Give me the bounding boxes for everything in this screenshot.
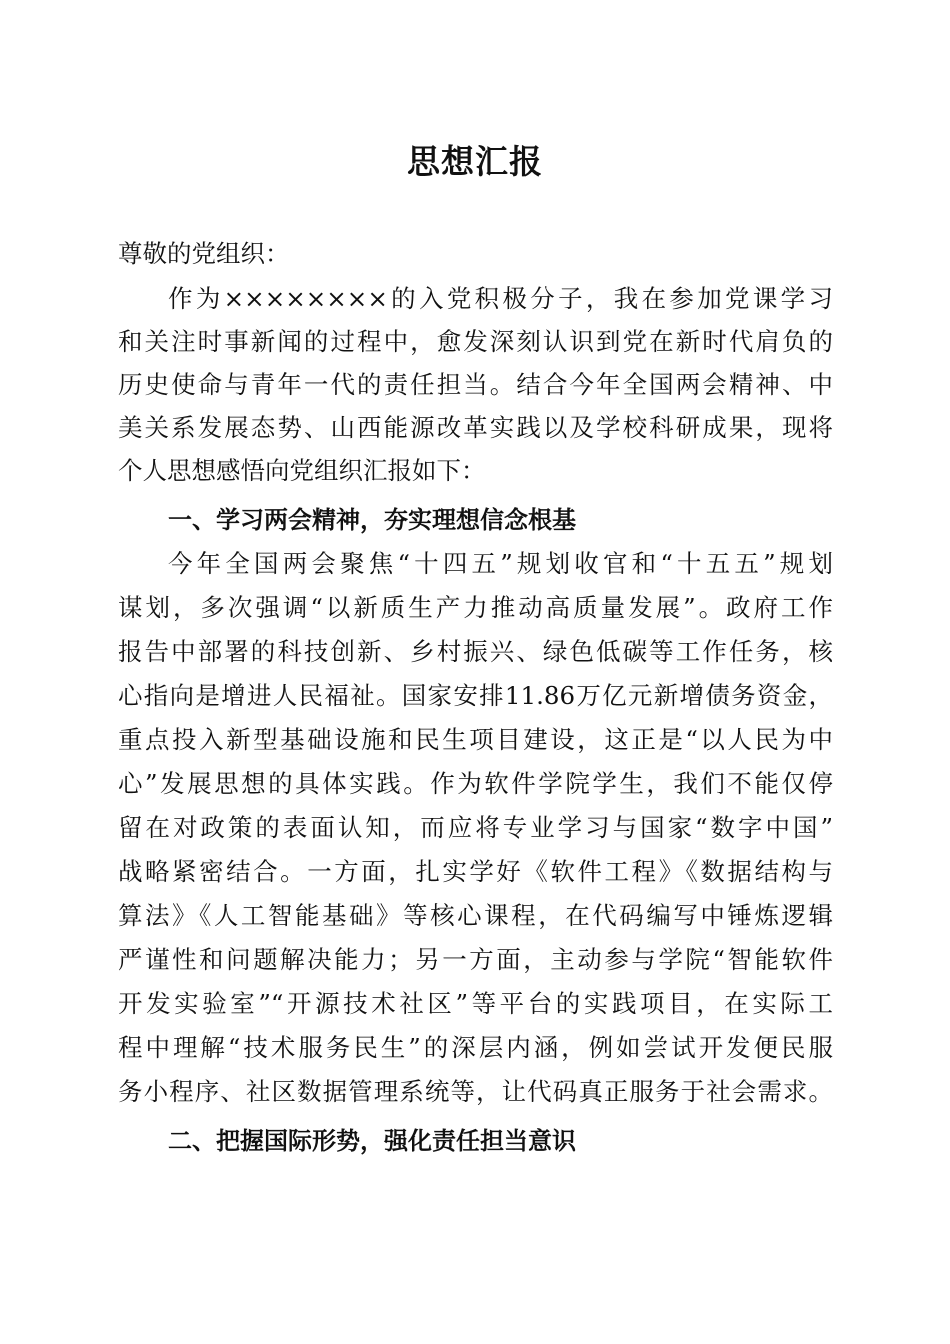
intro-line-4: 美关系发展态势、山西能源改革实践以及学校科研成果，现将 xyxy=(118,413,833,442)
section1-line-11: 开发实验室”“开源技术社区”等平台的实践项目，在实际工 xyxy=(118,989,833,1018)
section-heading-1: 一、学习两会精神，夯实理想信念根基 xyxy=(168,506,576,534)
section-heading-2: 二、把握国际形势，强化责任担当意识 xyxy=(168,1127,576,1155)
intro-line-1: 作为××××××××的入党积极分子，我在参加党课学习 xyxy=(168,284,833,313)
intro-line-5: 个人思想感悟向党组织汇报如下： xyxy=(118,456,486,485)
section1-line-2: 谋划，多次强调“以新质生产力推动高质量发展”。政府工作 xyxy=(118,593,833,622)
document-title: 思想汇报 xyxy=(407,142,543,181)
section1-line-9: 算法》《人工智能基础》等核心课程，在代码编写中锤炼逻辑 xyxy=(118,901,833,930)
intro-line-3: 历史使命与青年一代的责任担当。结合今年全国两会精神、中 xyxy=(118,370,833,399)
section1-line-8: 战略紧密结合。一方面，扎实学好《软件工程》《数据结构与 xyxy=(118,857,833,886)
section1-line-12: 程中理解“技术服务民生”的深层内涵，例如尝试开发便民服 xyxy=(118,1033,833,1062)
intro-line-2: 和关注时事新闻的过程中，愈发深刻认识到党在新时代肩负的 xyxy=(118,327,833,356)
section1-line-4: 心指向是增进人民福祉。国家安排11.86万亿元新增债务资金， xyxy=(118,681,833,710)
section1-line-5: 重点投入新型基础设施和民生项目建设，这正是“以人民为中 xyxy=(118,725,833,754)
section1-line-10: 严谨性和问题解决能力；另一方面，主动参与学院“智能软件 xyxy=(118,945,833,974)
section1-line-3: 报告中部署的科技创新、乡村振兴、绿色低碳等工作任务，核 xyxy=(118,637,833,666)
salutation: 尊敬的党组织： xyxy=(118,239,290,268)
section1-line-6: 心”发展思想的具体实践。作为软件学院学生，我们不能仅停 xyxy=(118,769,833,798)
section1-line-7: 留在对政策的表面认知，而应将专业学习与国家“数字中国” xyxy=(118,813,833,842)
section1-line-1: 今年全国两会聚焦“十四五”规划收官和“十五五”规划 xyxy=(168,549,833,578)
section1-line-13: 务小程序、社区数据管理系统等，让代码真正服务于社会需求。 xyxy=(118,1077,833,1106)
